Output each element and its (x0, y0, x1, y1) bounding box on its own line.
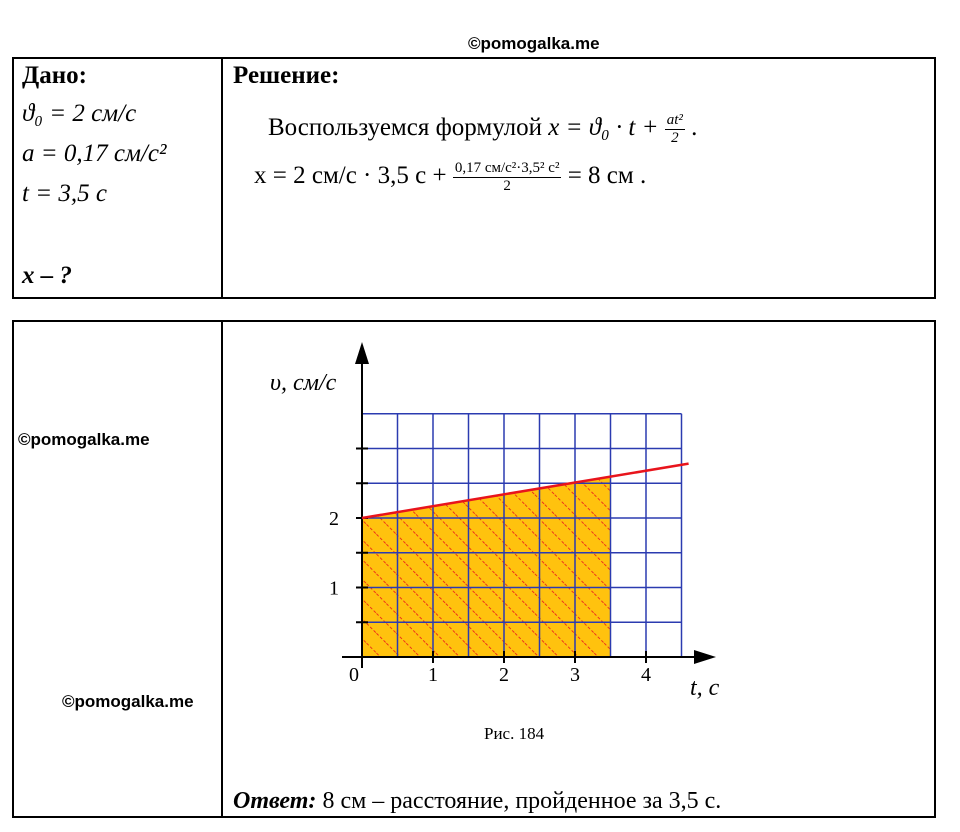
solution-title: Решение: (233, 62, 340, 89)
formula-expression: x = ϑ₀ · t + (548, 114, 659, 142)
answer-line (233, 788, 721, 815)
given-acceleration: a = 0,17 см/с² (22, 140, 167, 167)
find-quantity: x – ? (22, 262, 72, 289)
formula-fraction-numerator: at² (666, 112, 683, 128)
x-axis-arrow (694, 650, 716, 664)
figure-caption: Рис. 184 (484, 724, 545, 743)
y-axis-label: υ, см/с (270, 370, 337, 396)
watermark-left: ©pomogalka.me (18, 430, 150, 449)
watermark-top: ©pomogalka.me (468, 34, 600, 53)
y-axis-arrow (355, 342, 369, 364)
formula-intro: Воспользуемся формулой (268, 114, 542, 142)
formula-fraction-denominator: 2 (671, 130, 679, 146)
given-v0: ϑ₀ = 2 см/с (22, 100, 137, 127)
given-title: Дано: (22, 62, 87, 89)
x-tick-label: 1 (428, 664, 438, 686)
watermark-bottom: ©pomogalka.me (62, 692, 194, 711)
area-hatching (362, 477, 611, 657)
x-axis-label: t, с (690, 675, 720, 701)
x-tick-label: 4 (641, 664, 651, 686)
calculation-fraction-denominator: 2 (503, 178, 511, 194)
calculation-fraction-numerator: 0,17 см/с²·3,5² с² (454, 160, 560, 176)
answer-label: Ответ: (233, 788, 317, 814)
origin-label: 0 (349, 664, 359, 686)
formula-end: . (691, 114, 698, 142)
x-tick-label: 3 (570, 664, 580, 686)
x-tick-label: 2 (499, 664, 509, 686)
y-tick-label: 1 (329, 577, 339, 600)
y-tick-label: 2 (329, 508, 339, 530)
answer-text: 8 см – расстояние, пройденное за 3,5 с. (322, 788, 722, 814)
calculation-result: = 8 см . (567, 162, 647, 190)
calculation-expression: x = 2 см/с · 3,5 с + (254, 162, 447, 190)
area-under-graph (362, 477, 611, 657)
given-time: t = 3,5 с (22, 180, 107, 207)
